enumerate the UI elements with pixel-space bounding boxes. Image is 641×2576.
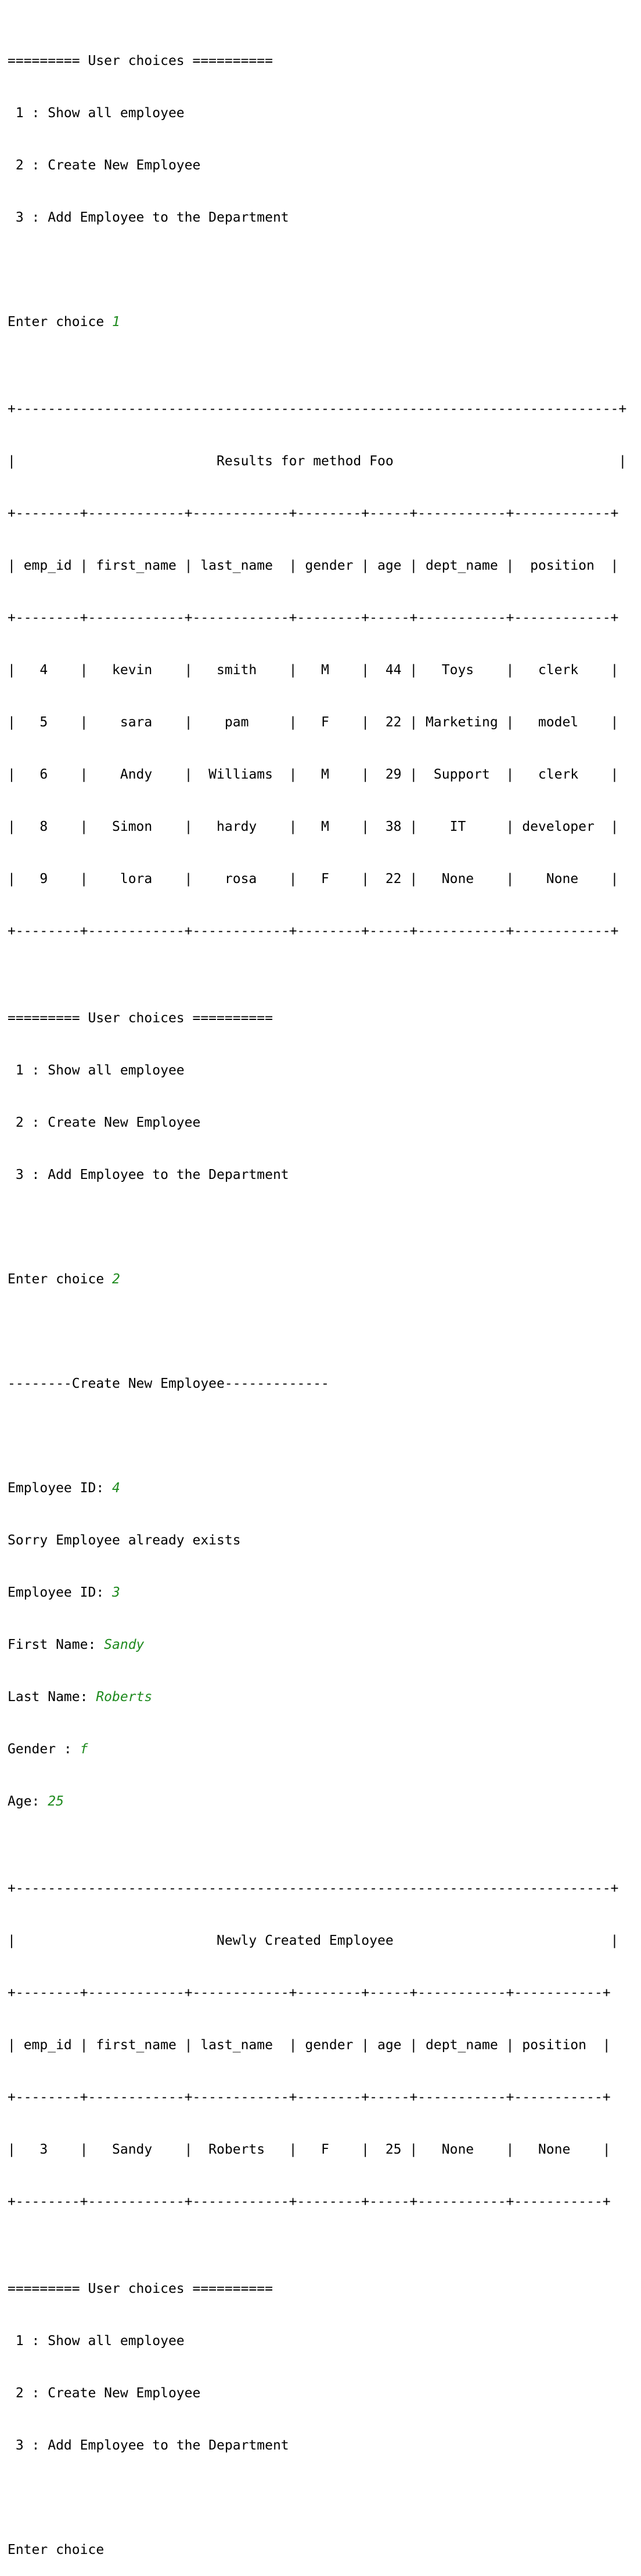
- table-border: +--------------------------------------------------------------------------+: [8, 1881, 619, 1896]
- menu-option-1: 1 : Show all employee: [8, 1063, 185, 1078]
- table-separator: +--------+------------+------------+--------+-----+-----------+------------+: [8, 610, 619, 625]
- menu-option-2: 2 : Create New Employee: [8, 158, 201, 173]
- choice-prompt: [8, 313, 641, 331]
- last-name-input: Roberts: [96, 1689, 153, 1705]
- table-row: | 3 | Sandy | Roberts | F | 25 | None | None |: [8, 2142, 611, 2157]
- user-input-choice: 1: [112, 314, 120, 330]
- table-title: | Newly Created Employee |: [8, 1933, 619, 1948]
- gender-input: f: [80, 1742, 88, 1757]
- choice-prompt[interactable]: [8, 2541, 641, 2559]
- table-separator: +--------+------------+------------+--------+-----+-----------+-----------+: [8, 1985, 611, 2000]
- table-header: | emp_id | first_name | last_name | gender | age | dept_name | position |: [8, 2038, 611, 2053]
- menu-title: ========= User choices ==========: [8, 2281, 273, 2296]
- table-separator: +--------+------------+------------+--------+-----+-----------+-----------+: [8, 2090, 611, 2105]
- prompt-label: Enter choice: [8, 2542, 113, 2557]
- choice-prompt: [8, 1271, 641, 1288]
- prompt-label: Enter choice: [8, 1272, 113, 1287]
- first-name-input: Sandy: [104, 1637, 145, 1652]
- menu-option-2: 2 : Create New Employee: [8, 1115, 201, 1130]
- menu-option-1: 1 : Show all employee: [8, 106, 185, 121]
- table-row: | 4 | kevin | smith | M | 44 | Toys | clerk |: [8, 663, 619, 678]
- prompt-label: Enter choice: [8, 314, 113, 330]
- employee-id-prompt: [8, 1479, 641, 1497]
- table-title: | Results for method Foo |: [8, 454, 627, 469]
- menu-option-3: 3 : Add Employee to the Department: [8, 210, 289, 225]
- menu-option-2: 2 : Create New Employee: [8, 2386, 201, 2401]
- error-message: Sorry Employee already exists: [8, 1533, 241, 1548]
- first-name-label: First Name:: [8, 1637, 105, 1652]
- menu-option-3: 3 : Add Employee to the Department: [8, 1167, 289, 1182]
- employee-id-input: 4: [112, 1481, 120, 1496]
- table-row: | 8 | Simon | hardy | M | 38 | IT | developer |: [8, 819, 619, 834]
- age-label: Age:: [8, 1794, 48, 1809]
- table-border: +--------+------------+------------+--------+-----+-----------+------------+: [8, 924, 619, 939]
- user-input-choice: 2: [112, 1272, 120, 1287]
- employee-id-prompt: [8, 1584, 641, 1601]
- gender-label: Gender :: [8, 1742, 80, 1757]
- menu-title: ========= User choices ==========: [8, 1011, 273, 1026]
- first-name-prompt: [8, 1636, 641, 1654]
- menu-option-3: 3 : Add Employee to the Department: [8, 2438, 289, 2453]
- table-row: | 5 | sara | pam | F | 22 | Marketing | model |: [8, 715, 619, 730]
- last-name-prompt: [8, 1688, 641, 1706]
- last-name-label: Last Name:: [8, 1689, 96, 1705]
- gender-prompt: [8, 1741, 641, 1758]
- age-input: 25: [48, 1794, 64, 1809]
- menu-option-1: 1 : Show all employee: [8, 2333, 185, 2349]
- table-row: | 6 | Andy | Williams | M | 29 | Support | clerk |: [8, 767, 619, 782]
- table-header: | emp_id | first_name | last_name | gender | age | dept_name | position |: [8, 558, 619, 573]
- menu-title: ========= User choices ==========: [8, 53, 273, 68]
- employee-id-input: 3: [112, 1585, 120, 1600]
- table-separator: +--------+------------+------------+--------+-----+-----------+------------+: [8, 506, 619, 521]
- create-banner: --------Create New Employee-------------: [8, 1376, 329, 1391]
- employee-id-label: Employee ID:: [8, 1585, 113, 1600]
- table-border: +---------------------------------------------------------------------------+: [8, 401, 627, 417]
- table-border: +--------+------------+------------+--------+-----+-----------+-----------+: [8, 2194, 611, 2209]
- age-prompt: [8, 1793, 641, 1810]
- employee-id-label: Employee ID:: [8, 1481, 113, 1496]
- table-row: | 9 | lora | rosa | F | 22 | None | None |: [8, 871, 619, 887]
